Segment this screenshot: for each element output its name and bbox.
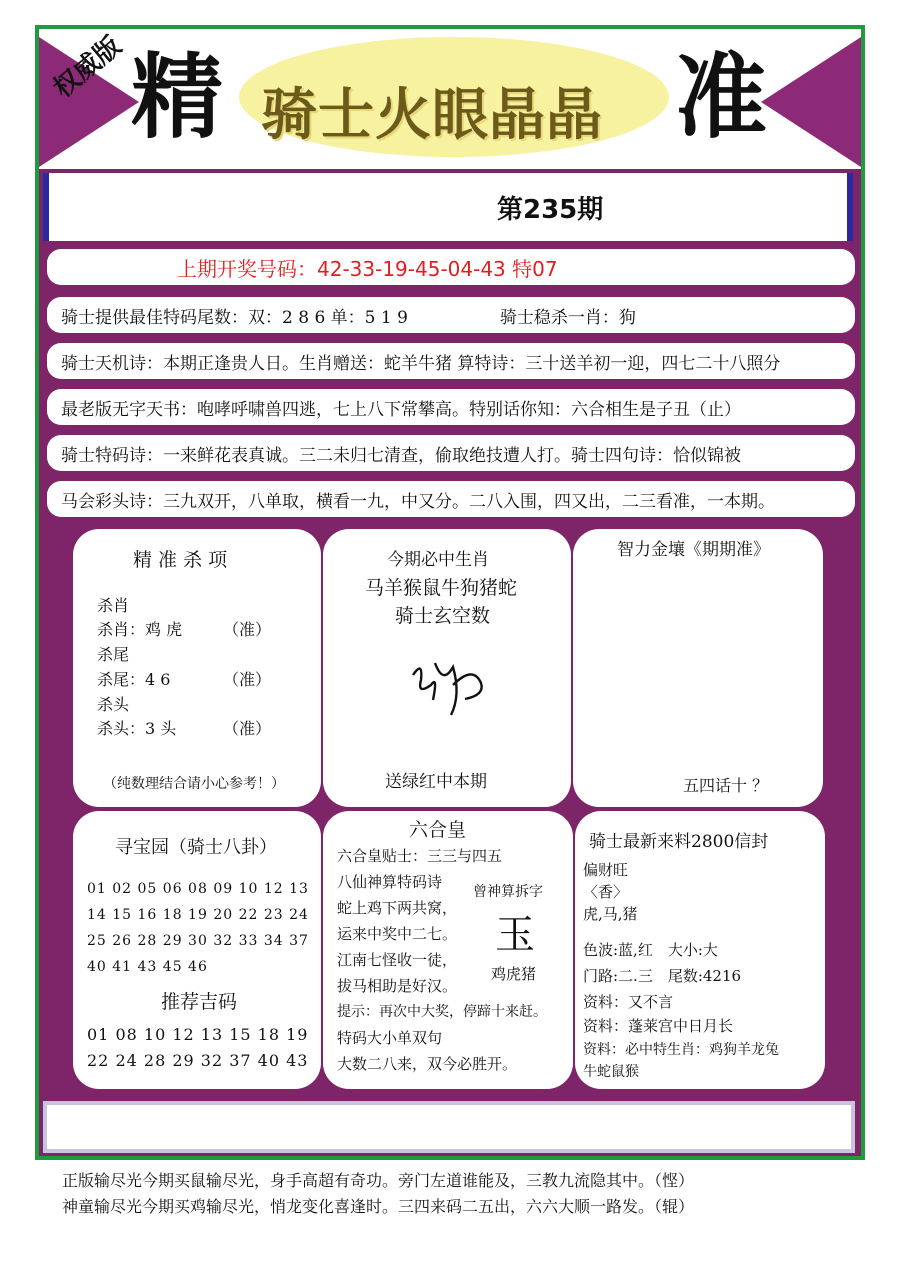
- liuhe-line: 蛇上鸡下两共窝，: [337, 899, 458, 917]
- kill-card: [73, 529, 321, 807]
- wisdom-title: 智力金壤《期期准》: [617, 540, 770, 560]
- footer-line: 正版输尽光今期买鼠输尽光，身手高超有奇功。旁门左道谁能及，三教九流隐其中。（悭）: [62, 1171, 695, 1190]
- poster-header: [39, 29, 861, 169]
- zodiac-bottom: 送绿红中本期: [385, 772, 487, 792]
- right-triangle-decoration: [761, 37, 861, 167]
- info-row-text: 骑士天机诗：本期正逢贵人日。生肖赠送：蛇羊牛猪 算特诗：三十送羊初一迎，四七二十八照分: [61, 353, 781, 374]
- last-draw-text: 上期开奖号码：42-33-19-45-04-43 特07: [177, 256, 558, 281]
- liuhe-line: 运来中奖中二七。: [337, 925, 458, 943]
- latest-line: 虎,马,猪: [583, 905, 638, 923]
- liuhe-line: 特码大小单双句: [337, 1029, 443, 1047]
- period-bar: [43, 173, 853, 241]
- latest-line: 〈香〉: [583, 883, 629, 901]
- liuhe-line: 江南七怪收一徒，: [337, 951, 458, 969]
- liuhe-side-bottom: 鸡虎猪: [491, 965, 537, 983]
- recommend-title: 推荐吉码: [161, 991, 238, 1013]
- liuhe-line: 提示：再次中大奖，停蹄十来赶。: [337, 1004, 547, 1020]
- brand-title: 骑士火眼晶晶: [261, 82, 603, 148]
- wisdom-card: [573, 529, 823, 807]
- latest-line: 牛蛇鼠猴: [583, 1064, 639, 1080]
- kill-line: 杀肖：鸡 虎: [97, 620, 183, 639]
- treasure-nums: 25 26 28 29 30 32 33 34 37: [87, 933, 309, 949]
- treasure-nums: 01 02 05 06 08 09 10 12 13: [87, 881, 309, 897]
- kill-zodiac-text: 骑士稳杀一肖：狗: [499, 307, 636, 328]
- info-row-text: 骑士特码诗：一来鲜花表真诚。三二未归七清查，偷取绝技遭人打。骑士四句诗：恰似锦被: [61, 445, 741, 466]
- latest-line: 资料：必中特生肖：鸡狗羊龙兔: [583, 1042, 779, 1058]
- info-row-text: 最老版无字天书：咆哮呼啸兽四逃，七上八下常攀高。特别话你知：六合相生是子丑（止）: [61, 399, 741, 420]
- liuhe-line: 六合皇贴士：三三与四五: [337, 847, 503, 865]
- kill-line: 杀肖: [97, 596, 130, 615]
- liuhe-line: 八仙神算特码诗: [337, 873, 443, 891]
- zodiac-line: 骑士玄空数: [395, 605, 491, 627]
- treasure-nums: 14 15 16 18 19 20 22 23 24: [87, 907, 309, 923]
- kill-mark: （准）: [223, 620, 272, 639]
- header-char-left: 精: [131, 43, 224, 151]
- signature-icon: [403, 655, 493, 725]
- kill-line: 杀尾: [97, 645, 130, 664]
- tail-numbers-text: 骑士提供最佳特码尾数：双：2 8 6 单：5 1 9: [61, 307, 408, 328]
- treasure-card: [73, 811, 321, 1089]
- latest-line: 资料：蓬莱宫中日月长: [583, 1017, 734, 1035]
- info-row: [47, 435, 855, 471]
- kill-card-title: 精 准 杀 项: [133, 549, 228, 571]
- zodiac-card: [323, 529, 571, 807]
- latest-card: [575, 811, 825, 1089]
- latest-line: 偏财旺: [583, 861, 629, 879]
- kill-line: 杀头: [97, 695, 130, 714]
- recommend-nums: 01 08 10 12 13 15 18 19: [87, 1025, 309, 1044]
- kill-note: （纯数理结合请小心参考！）: [103, 776, 285, 792]
- recommend-nums: 22 24 28 29 32 37 40 43: [87, 1051, 309, 1070]
- info-row: [47, 343, 855, 379]
- latest-line: 色波:蓝,红 大小:大: [583, 941, 718, 959]
- kill-line: 杀尾：4 6: [97, 670, 171, 689]
- period-number: 第235期: [497, 195, 604, 225]
- authority-badge: 权威版: [48, 30, 128, 104]
- zodiac-list: 马羊猴鼠牛狗猪蛇: [365, 577, 518, 599]
- kill-mark: （准）: [223, 719, 272, 738]
- info-row: [47, 481, 855, 517]
- info-row: [47, 389, 855, 425]
- liuhe-line: 拔马相助是好汉。: [337, 977, 458, 995]
- wisdom-bottom: 五四话十 ？: [683, 776, 769, 795]
- footer-line: 神童输尽光今期买鸡输尽光，悄龙变化喜逢时。三四来码二五出，六六大顺一路发。（辊）: [62, 1197, 695, 1216]
- last-draw-row: [47, 249, 855, 285]
- bottom-blank-box: [43, 1101, 855, 1153]
- latest-line: 资料：又不言: [583, 993, 674, 1011]
- liuhe-title: 六合皇: [409, 819, 467, 841]
- treasure-nums: 40 41 43 45 46: [87, 959, 208, 975]
- info-row: [47, 297, 855, 333]
- zodiac-line: 今期必中生肖: [387, 550, 489, 570]
- liuhe-side-char: 玉: [495, 912, 535, 958]
- liuhe-line: 大数二八来，双今必胜开。: [337, 1055, 518, 1073]
- poster-frame: [35, 25, 865, 1160]
- header-char-right: 准: [675, 43, 768, 151]
- latest-line: 门路:二.三 尾数:4216: [583, 967, 742, 985]
- info-row-text: 马会彩头诗：三九双开，八单取，横看一九，中又分。二八入围，四又出，二三看准，一本期。: [61, 491, 775, 512]
- kill-line: 杀头：3 头: [97, 719, 177, 738]
- treasure-title: 寻宝园（骑士八卦）: [115, 837, 277, 858]
- liuhe-card: [323, 811, 573, 1089]
- liuhe-side-title: 曾神算拆字: [473, 884, 543, 900]
- kill-mark: （准）: [223, 670, 272, 689]
- latest-title: 骑士最新来料2800信封: [589, 832, 769, 852]
